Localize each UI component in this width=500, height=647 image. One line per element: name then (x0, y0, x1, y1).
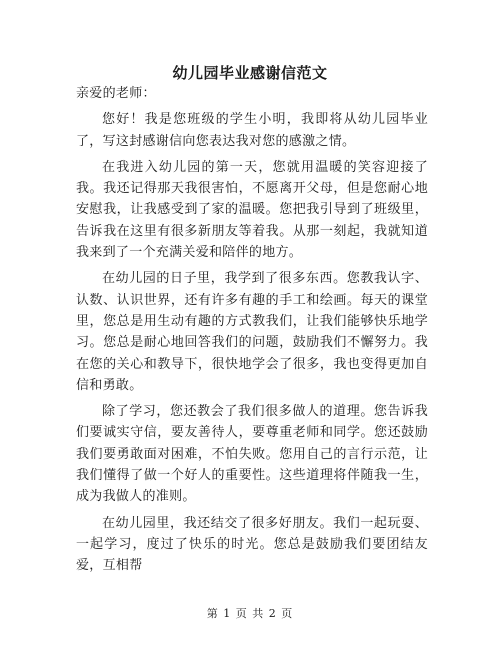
paragraph: 在幼儿园的日子里，我学到了很多东西。您教我认字、认数、认识世界，还有许多有趣的手工和绘画。每天的课堂里，您总是用生动有趣的方式教我们，让我们能够快乐地学习。您总是耐心地回答我们的问题，鼓励我们不懈努力。我在您的关心和教导下，很快地学会了很多，我也变得更加自信和勇敢。 (76, 271, 428, 393)
page-number: 第 1 页 共 2 页 (206, 607, 294, 620)
paragraph: 在我进入幼儿园的第一天，您就用温暖的笑容迎接了我。我还记得那天我很害怕，不愿离开父母，但是您耐心地安慰我，让我感受到了家的温暖。您把我引导到了班级里，告诉我在这里有很多新朋友等着我。从那一刻起，我就知道我来到了一个充满关爱和陪伴的地方。 (76, 159, 428, 261)
paragraph: 除了学习，您还教会了我们很多做人的道理。您告诉我们要诚实守信，要友善待人，要尊重老师和同学。您还鼓励我们要勇敢面对困难，不怕失败。您用自己的言行示范，让我们懂得了做一个好人的重要性。这些道理将伴随我一生，成为我做人的准则。 (76, 404, 428, 505)
paragraph: 您好！我是您班级的学生小明，我即将从幼儿园毕业了，写这封感谢信向您表达我对您的感激之情。 (76, 112, 428, 149)
document-title: 幼儿园毕业感谢信范文 (172, 64, 328, 82)
paragraph: 在幼儿园里，我还结交了很多好朋友。我们一起玩耍、一起学习，度过了快乐的时光。您总是鼓励我们要团结友爱，互相帮 (76, 515, 428, 574)
document-body (76, 83, 428, 577)
greeting: 亲爱的老师： (76, 86, 156, 101)
